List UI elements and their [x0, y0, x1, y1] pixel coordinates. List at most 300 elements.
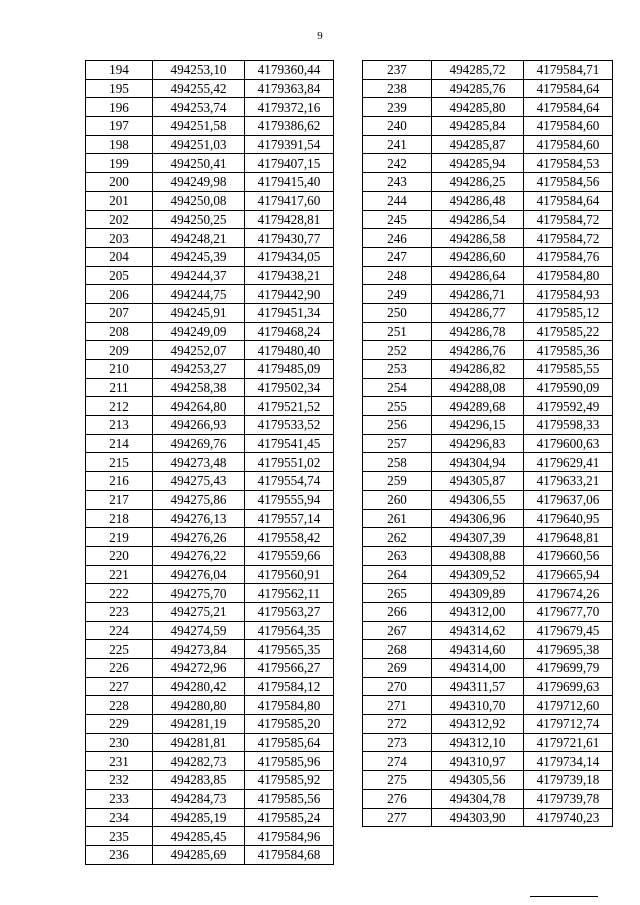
- y-coordinate-cell: 4179739,78: [524, 789, 613, 808]
- x-coordinate-cell: 494264,80: [153, 397, 245, 416]
- y-coordinate-cell: 4179584,80: [524, 266, 613, 285]
- table-row: [86, 117, 334, 136]
- y-coordinate-cell: 4179585,92: [245, 771, 334, 790]
- table-row: [363, 752, 613, 771]
- y-coordinate-cell: 4179559,66: [245, 546, 334, 565]
- x-coordinate-cell: 494286,71: [432, 285, 524, 304]
- table-row: [86, 322, 334, 341]
- x-coordinate-cell: 494269,76: [153, 434, 245, 453]
- x-coordinate-cell: 494314,60: [432, 640, 524, 659]
- x-coordinate-cell: 494275,70: [153, 584, 245, 603]
- point-number-cell: 210: [86, 360, 153, 379]
- y-coordinate-cell: 4179740,23: [524, 808, 613, 827]
- point-number-cell: 250: [363, 303, 432, 322]
- y-coordinate-cell: 4179584,80: [245, 696, 334, 715]
- y-coordinate-cell: 4179585,22: [524, 322, 613, 341]
- point-number-cell: 228: [86, 696, 153, 715]
- table-row: [363, 546, 613, 565]
- table-row: [86, 79, 334, 98]
- table-row: [363, 434, 613, 453]
- table-row: [363, 322, 613, 341]
- point-number-cell: 196: [86, 98, 153, 117]
- page-number: 9: [317, 30, 323, 42]
- y-coordinate-cell: 4179585,24: [245, 808, 334, 827]
- table-row: [363, 341, 613, 360]
- x-coordinate-cell: 494288,08: [432, 378, 524, 397]
- point-number-cell: 269: [363, 659, 432, 678]
- y-coordinate-cell: 4179551,02: [245, 453, 334, 472]
- point-number-cell: 240: [363, 117, 432, 136]
- table-row: [363, 565, 613, 584]
- table-row: [86, 528, 334, 547]
- x-coordinate-cell: 494304,78: [432, 789, 524, 808]
- table-row: [363, 789, 613, 808]
- x-coordinate-cell: 494248,21: [153, 229, 245, 248]
- x-coordinate-cell: 494275,43: [153, 472, 245, 491]
- point-number-cell: 234: [86, 808, 153, 827]
- table-row: [86, 621, 334, 640]
- table-row: [363, 397, 613, 416]
- x-coordinate-cell: 494251,58: [153, 117, 245, 136]
- x-coordinate-cell: 494283,85: [153, 771, 245, 790]
- point-number-cell: 216: [86, 472, 153, 491]
- x-coordinate-cell: 494258,38: [153, 378, 245, 397]
- y-coordinate-cell: 4179584,12: [245, 677, 334, 696]
- x-coordinate-cell: 494285,19: [153, 808, 245, 827]
- x-coordinate-cell: 494244,37: [153, 266, 245, 285]
- x-coordinate-cell: 494252,07: [153, 341, 245, 360]
- point-number-cell: 218: [86, 509, 153, 528]
- x-coordinate-cell: 494274,59: [153, 621, 245, 640]
- x-coordinate-cell: 494273,84: [153, 640, 245, 659]
- point-number-cell: 260: [363, 490, 432, 509]
- table-row: [363, 173, 613, 192]
- x-coordinate-cell: 494296,83: [432, 434, 524, 453]
- point-number-cell: 270: [363, 677, 432, 696]
- point-number-cell: 222: [86, 584, 153, 603]
- point-number-cell: 256: [363, 416, 432, 435]
- point-number-cell: 253: [363, 360, 432, 379]
- x-coordinate-cell: 494312,92: [432, 715, 524, 734]
- y-coordinate-cell: 4179712,74: [524, 715, 613, 734]
- table-row: [86, 416, 334, 435]
- table-row: [363, 229, 613, 248]
- y-coordinate-cell: 4179521,52: [245, 397, 334, 416]
- x-coordinate-cell: 494250,25: [153, 210, 245, 229]
- table-row: [363, 285, 613, 304]
- y-coordinate-cell: 4179585,36: [524, 341, 613, 360]
- x-coordinate-cell: 494309,52: [432, 565, 524, 584]
- table-row: [86, 602, 334, 621]
- y-coordinate-cell: 4179592,49: [524, 397, 613, 416]
- table-row: [86, 659, 334, 678]
- point-number-cell: 206: [86, 285, 153, 304]
- y-coordinate-cell: 4179502,34: [245, 378, 334, 397]
- x-coordinate-cell: 494286,77: [432, 303, 524, 322]
- point-number-cell: 195: [86, 79, 153, 98]
- point-number-cell: 255: [363, 397, 432, 416]
- x-coordinate-cell: 494250,41: [153, 154, 245, 173]
- table-row: [86, 808, 334, 827]
- table-row: [86, 715, 334, 734]
- x-coordinate-cell: 494280,42: [153, 677, 245, 696]
- x-coordinate-cell: 494296,15: [432, 416, 524, 435]
- table-row: [86, 303, 334, 322]
- table-row: [363, 117, 613, 136]
- point-number-cell: 203: [86, 229, 153, 248]
- table-row: [363, 621, 613, 640]
- y-coordinate-cell: 4179674,26: [524, 584, 613, 603]
- x-coordinate-cell: 494251,03: [153, 135, 245, 154]
- point-number-cell: 272: [363, 715, 432, 734]
- point-number-cell: 219: [86, 528, 153, 547]
- table-row: [363, 771, 613, 790]
- point-number-cell: 275: [363, 771, 432, 790]
- point-number-cell: 273: [363, 733, 432, 752]
- x-coordinate-cell: 494286,82: [432, 360, 524, 379]
- point-number-cell: 265: [363, 584, 432, 603]
- point-number-cell: 251: [363, 322, 432, 341]
- table-row: [86, 285, 334, 304]
- y-coordinate-cell: 4179699,63: [524, 677, 613, 696]
- x-coordinate-cell: 494306,96: [432, 509, 524, 528]
- y-coordinate-cell: 4179451,34: [245, 303, 334, 322]
- y-coordinate-cell: 4179637,06: [524, 490, 613, 509]
- point-number-cell: 235: [86, 827, 153, 846]
- y-coordinate-cell: 4179590,09: [524, 378, 613, 397]
- y-coordinate-cell: 4179584,56: [524, 173, 613, 192]
- y-coordinate-cell: 4179584,64: [524, 79, 613, 98]
- x-coordinate-cell: 494312,00: [432, 602, 524, 621]
- point-number-cell: 238: [363, 79, 432, 98]
- x-coordinate-cell: 494245,91: [153, 303, 245, 322]
- point-number-cell: 223: [86, 602, 153, 621]
- table-row: [363, 472, 613, 491]
- y-coordinate-cell: 4179430,77: [245, 229, 334, 248]
- y-coordinate-cell: 4179560,91: [245, 565, 334, 584]
- x-coordinate-cell: 494286,54: [432, 210, 524, 229]
- y-coordinate-cell: 4179372,16: [245, 98, 334, 117]
- table-row: [363, 247, 613, 266]
- x-coordinate-cell: 494286,64: [432, 266, 524, 285]
- table-row: [363, 360, 613, 379]
- table-row: [363, 677, 613, 696]
- y-coordinate-cell: 4179584,64: [524, 191, 613, 210]
- table-row: [86, 154, 334, 173]
- table-row: [86, 210, 334, 229]
- table-row: [86, 378, 334, 397]
- point-number-cell: 254: [363, 378, 432, 397]
- y-coordinate-cell: 4179679,45: [524, 621, 613, 640]
- point-number-cell: 243: [363, 173, 432, 192]
- point-number-cell: 194: [86, 61, 153, 80]
- point-number-cell: 237: [363, 61, 432, 80]
- table-row: [86, 845, 334, 864]
- point-number-cell: 226: [86, 659, 153, 678]
- x-coordinate-cell: 494308,88: [432, 546, 524, 565]
- y-coordinate-cell: 4179585,20: [245, 715, 334, 734]
- table-row: [86, 135, 334, 154]
- point-number-cell: 213: [86, 416, 153, 435]
- table-row: [86, 360, 334, 379]
- point-number-cell: 258: [363, 453, 432, 472]
- y-coordinate-cell: 4179584,60: [524, 117, 613, 136]
- y-coordinate-cell: 4179566,27: [245, 659, 334, 678]
- table-row: [86, 789, 334, 808]
- table-row: [363, 135, 613, 154]
- table-row: [86, 472, 334, 491]
- y-coordinate-cell: 4179585,12: [524, 303, 613, 322]
- y-coordinate-cell: 4179391,54: [245, 135, 334, 154]
- x-coordinate-cell: 494305,87: [432, 472, 524, 491]
- x-coordinate-cell: 494309,89: [432, 584, 524, 603]
- table-row: [363, 191, 613, 210]
- point-number-cell: 271: [363, 696, 432, 715]
- table-row: [86, 266, 334, 285]
- table-row: [363, 509, 613, 528]
- table-row: [86, 696, 334, 715]
- x-coordinate-cell: 494307,39: [432, 528, 524, 547]
- table-row: [86, 584, 334, 603]
- table-row: [86, 733, 334, 752]
- point-number-cell: 212: [86, 397, 153, 416]
- point-number-cell: 232: [86, 771, 153, 790]
- y-coordinate-cell: 4179407,15: [245, 154, 334, 173]
- y-coordinate-cell: 4179584,96: [245, 827, 334, 846]
- x-coordinate-cell: 494285,84: [432, 117, 524, 136]
- x-coordinate-cell: 494286,76: [432, 341, 524, 360]
- table-row: [363, 154, 613, 173]
- y-coordinate-cell: 4179558,42: [245, 528, 334, 547]
- y-coordinate-cell: 4179584,60: [524, 135, 613, 154]
- y-coordinate-cell: 4179695,38: [524, 640, 613, 659]
- table-row: [363, 602, 613, 621]
- y-coordinate-cell: 4179442,90: [245, 285, 334, 304]
- y-coordinate-cell: 4179584,68: [245, 845, 334, 864]
- y-coordinate-cell: 4179428,81: [245, 210, 334, 229]
- point-number-cell: 274: [363, 752, 432, 771]
- y-coordinate-cell: 4179360,44: [245, 61, 334, 80]
- y-coordinate-cell: 4179363,84: [245, 79, 334, 98]
- table-row: [363, 79, 613, 98]
- point-number-cell: 211: [86, 378, 153, 397]
- table-row: [363, 659, 613, 678]
- table-row: [363, 453, 613, 472]
- table-row: [86, 98, 334, 117]
- table-row: [363, 490, 613, 509]
- point-number-cell: 246: [363, 229, 432, 248]
- y-coordinate-cell: 4179563,27: [245, 602, 334, 621]
- table-row: [86, 247, 334, 266]
- y-coordinate-cell: 4179554,74: [245, 472, 334, 491]
- x-coordinate-cell: 494280,80: [153, 696, 245, 715]
- point-number-cell: 205: [86, 266, 153, 285]
- x-coordinate-cell: 494253,27: [153, 360, 245, 379]
- y-coordinate-cell: 4179633,21: [524, 472, 613, 491]
- x-coordinate-cell: 494285,80: [432, 98, 524, 117]
- y-coordinate-cell: 4179648,81: [524, 528, 613, 547]
- point-number-cell: 233: [86, 789, 153, 808]
- point-number-cell: 214: [86, 434, 153, 453]
- point-number-cell: 201: [86, 191, 153, 210]
- table-row: [363, 733, 613, 752]
- point-number-cell: 200: [86, 173, 153, 192]
- table-row: [86, 509, 334, 528]
- point-number-cell: 220: [86, 546, 153, 565]
- x-coordinate-cell: 494253,10: [153, 61, 245, 80]
- table-row: [363, 378, 613, 397]
- table-row: [86, 453, 334, 472]
- x-coordinate-cell: 494285,45: [153, 827, 245, 846]
- point-number-cell: 207: [86, 303, 153, 322]
- point-number-cell: 247: [363, 247, 432, 266]
- x-coordinate-cell: 494245,39: [153, 247, 245, 266]
- x-coordinate-cell: 494275,86: [153, 490, 245, 509]
- y-coordinate-cell: 4179721,61: [524, 733, 613, 752]
- y-coordinate-cell: 4179555,94: [245, 490, 334, 509]
- table-row: [363, 210, 613, 229]
- footer-divider: [530, 896, 598, 897]
- x-coordinate-cell: 494276,26: [153, 528, 245, 547]
- y-coordinate-cell: 4179434,05: [245, 247, 334, 266]
- table-body: [86, 61, 334, 865]
- y-coordinate-cell: 4179584,64: [524, 98, 613, 117]
- table-row: [86, 61, 334, 80]
- point-number-cell: 242: [363, 154, 432, 173]
- y-coordinate-cell: 4179438,21: [245, 266, 334, 285]
- x-coordinate-cell: 494272,96: [153, 659, 245, 678]
- point-number-cell: 257: [363, 434, 432, 453]
- point-number-cell: 267: [363, 621, 432, 640]
- y-coordinate-cell: 4179584,93: [524, 285, 613, 304]
- point-number-cell: 249: [363, 285, 432, 304]
- table-row: [86, 752, 334, 771]
- x-coordinate-cell: 494253,74: [153, 98, 245, 117]
- point-number-cell: 266: [363, 602, 432, 621]
- table-row: [363, 61, 613, 80]
- x-coordinate-cell: 494285,76: [432, 79, 524, 98]
- y-coordinate-cell: 4179585,64: [245, 733, 334, 752]
- point-number-cell: 241: [363, 135, 432, 154]
- y-coordinate-cell: 4179557,14: [245, 509, 334, 528]
- x-coordinate-cell: 494249,98: [153, 173, 245, 192]
- x-coordinate-cell: 494255,42: [153, 79, 245, 98]
- y-coordinate-cell: 4179699,79: [524, 659, 613, 678]
- y-coordinate-cell: 4179665,94: [524, 565, 613, 584]
- x-coordinate-cell: 494285,69: [153, 845, 245, 864]
- y-coordinate-cell: 4179734,14: [524, 752, 613, 771]
- x-coordinate-cell: 494289,68: [432, 397, 524, 416]
- table-row: [86, 827, 334, 846]
- x-coordinate-cell: 494304,94: [432, 453, 524, 472]
- table-row: [86, 173, 334, 192]
- x-coordinate-cell: 494276,22: [153, 546, 245, 565]
- point-number-cell: 202: [86, 210, 153, 229]
- x-coordinate-cell: 494276,04: [153, 565, 245, 584]
- point-number-cell: 244: [363, 191, 432, 210]
- y-coordinate-cell: 4179629,41: [524, 453, 613, 472]
- point-number-cell: 261: [363, 509, 432, 528]
- x-coordinate-cell: 494312,10: [432, 733, 524, 752]
- y-coordinate-cell: 4179640,95: [524, 509, 613, 528]
- y-coordinate-cell: 4179562,11: [245, 584, 334, 603]
- table-row: [86, 341, 334, 360]
- point-number-cell: 236: [86, 845, 153, 864]
- x-coordinate-cell: 494314,62: [432, 621, 524, 640]
- x-coordinate-cell: 494286,48: [432, 191, 524, 210]
- table-row: [86, 191, 334, 210]
- point-number-cell: 229: [86, 715, 153, 734]
- x-coordinate-cell: 494310,97: [432, 752, 524, 771]
- y-coordinate-cell: 4179541,45: [245, 434, 334, 453]
- point-number-cell: 248: [363, 266, 432, 285]
- point-number-cell: 217: [86, 490, 153, 509]
- y-coordinate-cell: 4179584,71: [524, 61, 613, 80]
- coordinates-table-left: [85, 60, 334, 865]
- x-coordinate-cell: 494306,55: [432, 490, 524, 509]
- x-coordinate-cell: 494311,57: [432, 677, 524, 696]
- x-coordinate-cell: 494275,21: [153, 602, 245, 621]
- table-row: [86, 490, 334, 509]
- point-number-cell: 224: [86, 621, 153, 640]
- table-row: [86, 434, 334, 453]
- coordinates-table-right: [362, 60, 613, 827]
- point-number-cell: 204: [86, 247, 153, 266]
- y-coordinate-cell: 4179598,33: [524, 416, 613, 435]
- table-row: [363, 98, 613, 117]
- table-row: [86, 640, 334, 659]
- table-row: [86, 565, 334, 584]
- point-number-cell: 230: [86, 733, 153, 752]
- y-coordinate-cell: 4179533,52: [245, 416, 334, 435]
- x-coordinate-cell: 494285,72: [432, 61, 524, 80]
- point-number-cell: 227: [86, 677, 153, 696]
- point-number-cell: 209: [86, 341, 153, 360]
- table-row: [363, 584, 613, 603]
- x-coordinate-cell: 494286,58: [432, 229, 524, 248]
- x-coordinate-cell: 494286,78: [432, 322, 524, 341]
- y-coordinate-cell: 4179480,40: [245, 341, 334, 360]
- table-body: [363, 61, 613, 827]
- y-coordinate-cell: 4179485,09: [245, 360, 334, 379]
- x-coordinate-cell: 494249,09: [153, 322, 245, 341]
- table-row: [363, 640, 613, 659]
- point-number-cell: 245: [363, 210, 432, 229]
- point-number-cell: 197: [86, 117, 153, 136]
- point-number-cell: 262: [363, 528, 432, 547]
- point-number-cell: 215: [86, 453, 153, 472]
- y-coordinate-cell: 4179417,60: [245, 191, 334, 210]
- y-coordinate-cell: 4179584,53: [524, 154, 613, 173]
- table-row: [86, 546, 334, 565]
- point-number-cell: 199: [86, 154, 153, 173]
- table-row: [363, 696, 613, 715]
- point-number-cell: 239: [363, 98, 432, 117]
- x-coordinate-cell: 494285,87: [432, 135, 524, 154]
- x-coordinate-cell: 494273,48: [153, 453, 245, 472]
- table-row: [363, 416, 613, 435]
- y-coordinate-cell: 4179564,35: [245, 621, 334, 640]
- x-coordinate-cell: 494286,25: [432, 173, 524, 192]
- table-row: [86, 229, 334, 248]
- y-coordinate-cell: 4179677,70: [524, 602, 613, 621]
- x-coordinate-cell: 494286,60: [432, 247, 524, 266]
- y-coordinate-cell: 4179585,55: [524, 360, 613, 379]
- x-coordinate-cell: 494276,13: [153, 509, 245, 528]
- point-number-cell: 263: [363, 546, 432, 565]
- y-coordinate-cell: 4179585,56: [245, 789, 334, 808]
- point-number-cell: 268: [363, 640, 432, 659]
